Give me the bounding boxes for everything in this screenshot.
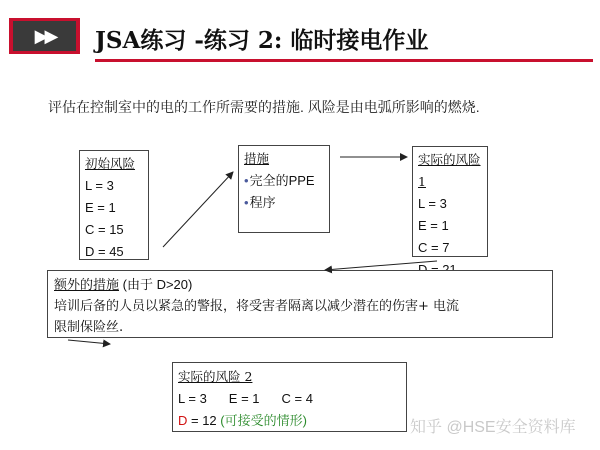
- actual-risk-2-e: E = 1: [228, 391, 260, 406]
- actual-risk-1-e: E = 1: [418, 218, 449, 233]
- bullet-icon: •: [244, 173, 249, 188]
- arrow-initial-to-measures: [163, 172, 233, 247]
- measures-item-label: 完全的PPE: [249, 173, 315, 188]
- extra-measures-note: (由于 D>20): [119, 277, 193, 292]
- watermark: 知乎 @HSE安全资料库: [410, 419, 576, 436]
- arrow-extra-to-risk2: [68, 340, 110, 344]
- actual-risk-2-c: C = 4: [281, 391, 313, 406]
- measures-item-label: 程序: [249, 195, 276, 210]
- arrow-risk1-to-extra: [325, 261, 437, 270]
- measures-heading: 措施: [244, 151, 270, 166]
- initial-risk-l: L = 3: [85, 178, 114, 193]
- initial-risk-e: E = 1: [85, 200, 116, 215]
- initial-risk-d: D = 45: [85, 244, 124, 259]
- actual-risk-2-l: L = 3: [178, 391, 207, 406]
- page-title: JSA练习 -练习 2: 临时接电作业: [95, 27, 429, 54]
- acceptable-note: (可接受的情形): [220, 413, 307, 428]
- actual-risk-2-d-letter: D: [178, 413, 188, 428]
- extra-measures-text: 培训后备的人员以紧急的警报，将受害者隔离以减少潜在的伤害+ 电流: [54, 299, 460, 314]
- subtitle: 评估在控制室中的电的工作所需要的措施. 风险是由电弧所影响的燃烧.: [48, 99, 480, 115]
- bullet-icon: •: [244, 195, 249, 210]
- initial-risk-heading: 初始风险: [85, 156, 136, 171]
- actual-risk-2-heading: 实际的风险 2: [178, 369, 253, 384]
- extra-measures-text: 限制保险丝.: [54, 320, 124, 335]
- fast-forward-icon: ▶▶: [13, 21, 76, 51]
- actual-risk-1-c: C = 7: [418, 240, 450, 255]
- initial-risk-c: C = 15: [85, 222, 124, 237]
- actual-risk-1-l: L = 3: [418, 196, 447, 211]
- actual-risk-2-d-value: = 12: [187, 413, 221, 428]
- actual-risk-1-heading: 实际的风险1: [418, 152, 481, 189]
- extra-measures-heading: 额外的措施: [54, 278, 120, 293]
